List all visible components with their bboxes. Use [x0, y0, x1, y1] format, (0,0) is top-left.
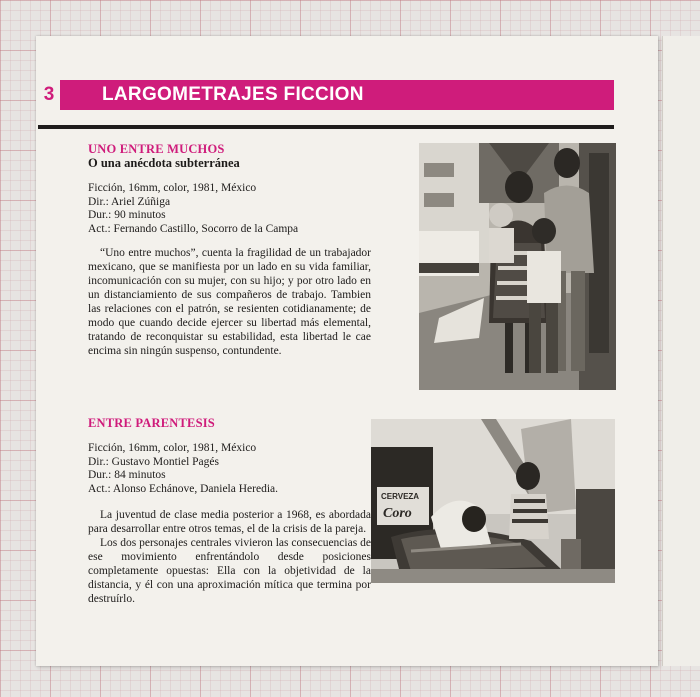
film-1-title: UNO ENTRE MUCHOS — [88, 142, 225, 156]
section-title: LARGOMETRAJES FICCION — [102, 84, 364, 105]
film-2-paragraph-1: La juventud de clase media posterior a 1968, es abordada para desarrollar entre otros temas, el de la crisis de la pareja. — [88, 509, 371, 535]
film-1-duration: Dur.: 90 minutos — [88, 209, 166, 221]
film-2-paragraph-2: Los dos personajes centrales vivieron las consecuencias de ese movimiento enfrentándolo desde posiciones completamente opuestas: Ella con la objetividad de la distancia, y él con una aproximación mítica que termina por destruírlo. — [88, 537, 371, 605]
film-2-director: Dir.: Gustavo Montiel Pagés — [88, 455, 219, 468]
film-1-photo — [419, 143, 616, 390]
film-2-format: Ficción, 16mm, color, 1981, México — [88, 442, 257, 454]
film-2-synopsis — [88, 508, 371, 606]
film-1-format: Ficción, 16mm, color, 1981, México — [88, 182, 257, 194]
film-2-actors: Act.: Alonso Echánove, Daniela Heredia. — [88, 482, 279, 495]
film-1-subtitle: O una anécdota subterránea — [88, 156, 240, 170]
photo-beer-brand: Coro — [383, 506, 412, 521]
film-2-title: ENTRE PARENTESIS — [88, 416, 215, 430]
header-rule — [38, 125, 614, 129]
photo-beer-label: CERVEZA — [381, 492, 420, 501]
film-1-actors: Act.: Fernando Castillo, Socorro de la Campa — [88, 222, 299, 235]
film-2-photo — [371, 419, 615, 583]
film-2-details — [88, 442, 278, 496]
film-1-director: Dir.: Ariel Zúñiga — [88, 195, 171, 208]
next-page-edge — [662, 36, 700, 666]
film-1-details — [88, 182, 298, 236]
film-1-paragraph: “Uno entre muchos”, cuenta la fragilidad de un trabajador mexicano, que se manifiesta por un lado en su vida familiar, incomunicación con su mujer, con su hijo; y por otro lado en un distanciamiento de sus compañeros de trabajo. Tambien las relaciones con el patrón, se resienten cotidianamente; de modo que cuando decide ejercer su libertad más elemental, tratando de reconquistar su estabilidad, esta libertad le cae encima sin ningún suspenso, contundente. — [88, 247, 371, 357]
section-banner — [38, 80, 614, 110]
section-number: 3 — [38, 80, 60, 110]
booklet-page — [36, 36, 658, 666]
film-1-synopsis — [88, 246, 371, 358]
film-2-duration: Dur.: 84 minutos — [88, 469, 166, 481]
